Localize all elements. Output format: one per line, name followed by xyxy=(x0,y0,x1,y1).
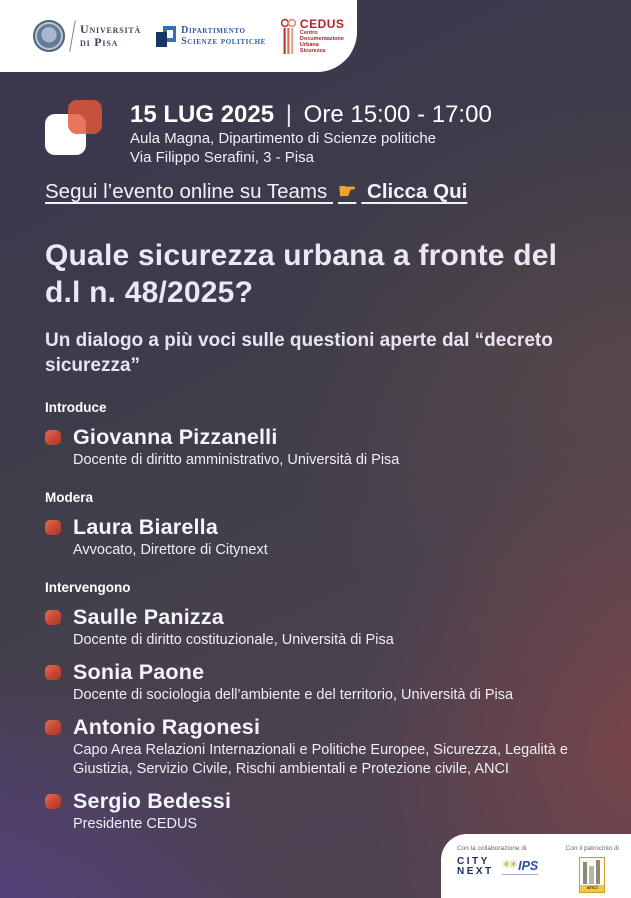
date-time-line xyxy=(130,101,492,129)
citynext-line1: CITY xyxy=(457,856,490,867)
speaker-name: Sonia Paone xyxy=(73,660,205,684)
unipi-line1: Università xyxy=(80,22,142,36)
speaker-name: Saulle Panizza xyxy=(73,605,224,629)
cedus-sub-line: Sicurezza xyxy=(299,48,326,54)
event-address: Via Filippo Serafini, 3 - Pisa xyxy=(130,149,314,166)
event-date: 15 LUG 2025 xyxy=(130,101,275,128)
section-label: Introduce xyxy=(45,400,107,415)
unipi-seal-icon xyxy=(33,20,65,52)
date-time-separator: | xyxy=(285,101,292,128)
section-introduce xyxy=(45,400,591,470)
patronage-block xyxy=(566,845,619,898)
dsp-line2: Scienze politiche xyxy=(181,36,266,47)
speaker-name: Sergio Bedessi xyxy=(73,789,232,813)
speaker-role: Docente di sociologia dell’ambiente e del territorio, Università di Pisa xyxy=(73,687,514,703)
speaker-name: Laura Biarella xyxy=(73,515,219,539)
pointing-hand-icon: ☛ xyxy=(337,180,357,203)
speaker-role: Docente di diritto amministrativo, Università di Pisa xyxy=(73,452,400,468)
ips-logo xyxy=(502,860,539,875)
citynext-logo xyxy=(457,857,494,877)
event-time: Ore 15:00 - 17:00 xyxy=(303,101,492,128)
section-label: Intervengono xyxy=(45,580,131,595)
speaker-name: Antonio Ragonesi xyxy=(73,715,261,739)
logo-bar xyxy=(0,0,357,72)
speaker-entry xyxy=(45,788,591,834)
teams-link-text: Segui l’evento online su Teams xyxy=(45,180,328,203)
section-label: Modera xyxy=(45,490,94,505)
bullet-icon xyxy=(45,430,61,445)
logo-divider xyxy=(69,20,76,52)
teams-link-cta: Clicca Qui xyxy=(367,180,468,203)
poster-content xyxy=(0,72,631,834)
speaker-entry xyxy=(45,424,591,470)
anci-buildings-icon xyxy=(580,858,604,885)
cedus-logo xyxy=(281,16,345,56)
bullet-icon xyxy=(45,520,61,535)
bullet-icon xyxy=(45,610,61,625)
speaker-role: Capo Area Relazioni Internazionali e Politiche Europee, Sicurezza, Legalità e Giustizia, Servizio Civile, Rischi ambientali e Protezione civile, ANCI xyxy=(73,742,568,777)
ips-logo-text: IPS xyxy=(518,858,539,873)
speaker-entry xyxy=(45,604,591,650)
speaker-entry xyxy=(45,714,591,779)
cedus-logo-text xyxy=(300,18,345,54)
cedus-sub-line: Documentazione xyxy=(299,36,344,42)
unipi-logo-text xyxy=(80,23,141,49)
cedus-sub-line: Urbana xyxy=(299,42,319,48)
section-modera xyxy=(45,490,591,560)
patronage-label: Con il patrocinio di xyxy=(565,845,619,852)
event-details xyxy=(130,100,492,167)
speaker-entry xyxy=(45,514,591,560)
citynext-line2: NEXT xyxy=(457,866,494,877)
credits-box xyxy=(441,834,631,898)
speaker-role: Presidente CEDUS xyxy=(73,816,198,832)
anci-logo-text: anci xyxy=(580,885,604,892)
section-intervengono xyxy=(45,580,591,834)
bullet-icon xyxy=(45,794,61,809)
cedus-sub-line: Centro xyxy=(299,30,318,36)
event-info-row xyxy=(45,100,591,167)
calendar-icon xyxy=(45,100,103,156)
bullet-icon xyxy=(45,720,61,735)
unipi-line2: di Pisa xyxy=(80,35,119,49)
speaker-role: Docente di diritto costituzionale, Università di Pisa xyxy=(73,632,394,648)
cedus-subtitle xyxy=(300,30,345,54)
speaker-name: Giovanna Pizzanelli xyxy=(73,425,278,449)
ips-stars-icon: ✳✳ xyxy=(501,859,517,871)
event-subtitle: Un dialogo a più voci sulle questioni aperte dal “decreto sicurezza” xyxy=(45,330,553,376)
collaboration-block xyxy=(457,845,538,898)
cedus-column-icon xyxy=(281,18,296,56)
dsp-line1: Dipartimento xyxy=(181,25,246,36)
anci-logo xyxy=(579,857,605,893)
speaker-entry xyxy=(45,659,591,705)
unipi-logo xyxy=(33,20,141,52)
teams-link[interactable] xyxy=(45,179,467,204)
dsp-logo xyxy=(156,25,266,47)
event-title: Quale sicurezza urbana a fronte del d.l n. 48/2025? xyxy=(45,239,558,309)
collaboration-label: Con la collaborazione di xyxy=(457,845,527,852)
dsp-logo-text xyxy=(181,25,266,47)
speaker-role: Avvocato, Direttore di Citynext xyxy=(73,542,268,558)
dsp-logo-icon xyxy=(156,26,176,47)
bullet-icon xyxy=(45,665,61,680)
event-venue: Aula Magna, Dipartimento di Scienze politiche xyxy=(130,130,436,147)
cedus-acronym: CEDUS xyxy=(299,17,345,31)
